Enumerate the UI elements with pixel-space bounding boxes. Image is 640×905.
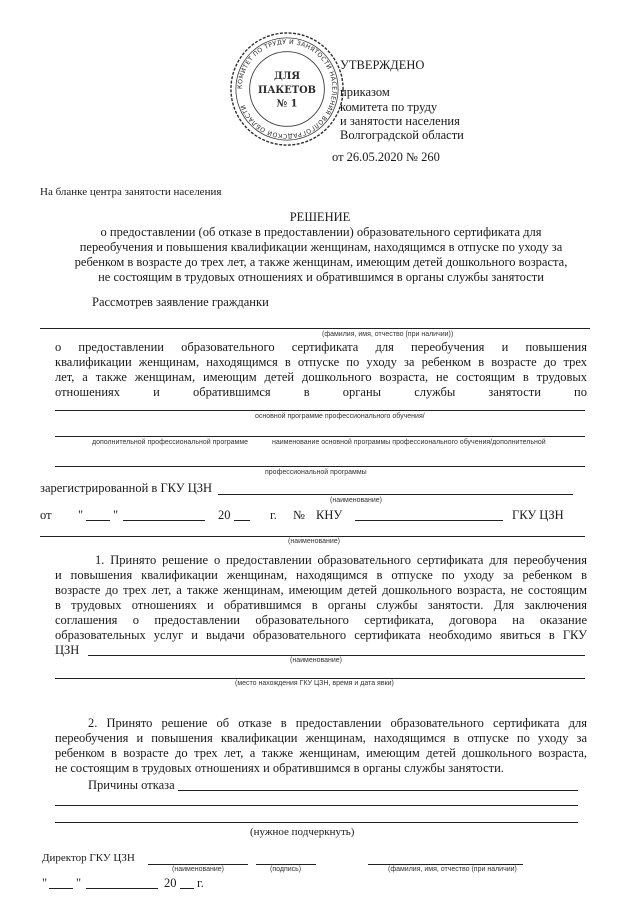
caption-place: (место нахождения ГКУ ЦЗН, время и дата явки) <box>235 680 394 687</box>
para1-line-4: в трудовых отношениях и обратившимся в органы службы занятости. Для заключения <box>55 598 587 612</box>
para2-line-1: 2. Принято решение об отказе в предоставлении образовательного сертификата для <box>88 716 587 730</box>
from-ot: от <box>40 508 52 522</box>
blank-note: На бланке центра занятости населения <box>40 186 222 198</box>
approved-label: УТВЕРЖДЕНО <box>340 58 425 72</box>
order-line-3: и занятости населения <box>340 114 460 128</box>
footer-year: 20 <box>164 876 177 890</box>
director-naming-line <box>148 864 248 865</box>
director-label: Директор ГКУ ЦЗН <box>42 852 135 864</box>
reasons-input-line-1 <box>178 790 578 791</box>
fio-input-line <box>40 328 590 329</box>
order-line-4: Волгоградской области <box>340 128 464 142</box>
caption-professional-program: профессиональной программы <box>265 469 367 476</box>
subtitle-line-4: не состоящим в трудовых отношениях и обратившимся в органы службы занятости <box>98 270 544 284</box>
order-line-2: комитета по труду <box>340 100 438 114</box>
footer-g: г. <box>197 876 204 890</box>
stamp-center-line-2: ПАКЕТОВ <box>258 84 316 96</box>
caption-fio-director: (фамилия, имя, отчество (при наличии) <box>388 866 517 873</box>
reasons-input-line-2 <box>55 805 578 806</box>
caption-basic-program: основной программе профессионального обучения/ <box>255 413 425 420</box>
registered-input-line <box>218 494 573 495</box>
footer-year-line <box>180 888 194 889</box>
order-date-number: от 26.05.2020 № 260 <box>332 150 440 164</box>
para2-line-2: переобучения и повышения квалификации женщинам, находящимся в отпуске по уходу за <box>55 731 587 745</box>
from-knu: КНУ <box>316 508 343 522</box>
round-stamp <box>228 30 346 148</box>
para1-line-6: образовательных услуг и выдачи образовательного сертификата необходимо явиться в ГКУ <box>55 628 587 642</box>
from-year: 20 <box>218 508 231 522</box>
from-month-line <box>123 520 205 521</box>
from-quote-open: " <box>78 508 84 522</box>
from-year-line <box>234 520 250 521</box>
para1-gku-input-line <box>88 655 585 656</box>
from-quote-close: " <box>113 508 119 522</box>
para1-line-1: 1. Принято решение о предоставлении образовательного сертификата для переобучения <box>95 553 587 567</box>
program-input-line-2 <box>55 436 585 437</box>
stamp-center-line-1: ДЛЯ <box>273 71 301 83</box>
para1-line-2: и повышения квалификации женщинам, находящимся в отпуске по уходу за ребенком в <box>55 568 587 582</box>
caption-program-name: наименование основной программы профессионального обучения/дополнительной <box>272 439 546 446</box>
subtitle-line-3: ребенком в возрасте до трех лет, а также женщинам, имеющим детей дошкольного возраста, <box>74 255 568 269</box>
caption-fio: (фамилия, имя, отчество (при наличии)) <box>322 331 454 338</box>
para1-tail: ЦЗН <box>55 643 80 657</box>
from-gku: ГКУ ЦЗН <box>512 508 564 522</box>
caption-additional-program: дополнительной профессиональной программе <box>92 439 249 446</box>
body-line-1: о предоставлении образовательного сертификата для переобучения и повышения <box>55 340 587 354</box>
caption-signature: (подпись) <box>270 866 302 873</box>
considered-text: Рассмотрев заявление гражданки <box>92 295 269 309</box>
director-signature-line <box>256 864 316 865</box>
footer-quote-close: " <box>76 876 82 890</box>
para1-line-3: возрасте до трех лет, а также женщинам, имеющим детей дошкольного возраста, не состоящим <box>55 583 587 597</box>
body-line-2: квалификации женщинам, находящимся в отпуске по уходу за ребенком в возрасте до трех <box>55 355 587 369</box>
caption-naming-director: (наименование) <box>172 866 224 873</box>
caption-naming-2: (наименование) <box>288 538 340 545</box>
from-num: № <box>293 508 305 522</box>
program-input-line-1 <box>55 410 585 411</box>
order-line-1: приказом <box>340 85 390 99</box>
document-title: РЕШЕНИЕ <box>289 210 351 224</box>
subtitle-line-1: о предоставлении (об отказе в предоставлении) образовательного сертификата для <box>100 225 542 239</box>
gku-input-line <box>40 536 585 537</box>
program-input-line-3 <box>55 466 585 467</box>
caption-naming-3: (наименование) <box>290 657 342 664</box>
reasons-label: Причины отказа <box>88 778 175 792</box>
footer-month-line <box>86 888 158 889</box>
para1-line-5: соглашения о предоставлении образовательного сертификата, договора на оказание <box>55 613 587 627</box>
place-input-line <box>55 678 585 679</box>
para2-last-line: не состоящим в трудовых отношениях и обратившимся в органы службы занятости. <box>55 761 504 775</box>
para2-line-3: ребенком в возрасте до трех лет, а также женщинам, имеющим детей дошкольного возраста, <box>55 746 587 760</box>
body-line-3: лет, а также женщинам, имеющим детей дошкольного возраста, не состоящим в трудовых <box>55 370 587 384</box>
caption-naming-1: (наименование) <box>330 497 382 504</box>
footer-quote-open: " <box>42 876 48 890</box>
from-day-line <box>86 520 110 521</box>
body-line-4: отношениях и обратившимся в органы службы занятости по <box>55 385 587 399</box>
director-fio-line <box>368 864 523 865</box>
from-g: г. <box>270 508 277 522</box>
reasons-input-line-3 <box>55 822 578 823</box>
stamp-ring-text: КОМИТЕТ ПО ТРУДУ И ЗАНЯТОСТИ НАСЕЛЕНИЯ ВОЛГОГРАДСКОЙ ОБЛАСТИ <box>236 38 338 140</box>
registered-label: зарегистрированной в ГКУ ЦЗН <box>40 481 213 495</box>
stamp-center-line-3: № 1 <box>276 98 298 110</box>
underline-note: (нужное подчеркнуть) <box>250 826 355 838</box>
from-knu-line <box>355 520 503 521</box>
footer-day-line <box>49 888 73 889</box>
subtitle-line-2: переобучения и повышения квалификации женщинам, находящимся в отпуске по уходу за <box>79 240 563 254</box>
